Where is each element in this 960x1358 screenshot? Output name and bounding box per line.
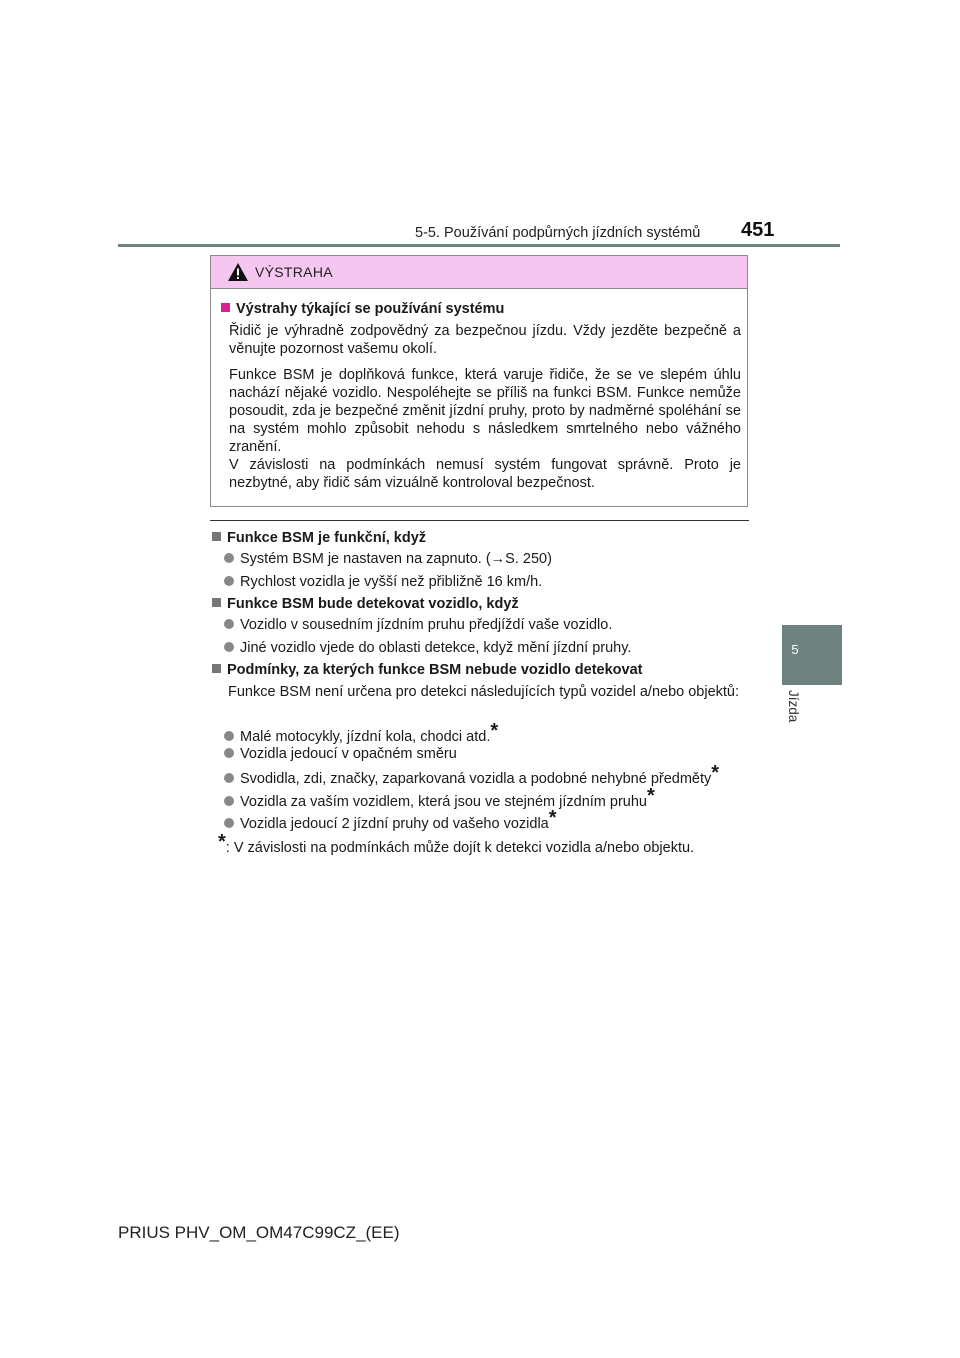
page-number: 451: [741, 219, 775, 241]
list-item: Vozidla jedoucí 2 jízdní pruhy od vašeho vozidla*: [224, 813, 557, 832]
warning-subheading: Výstrahy týkající se používání systému: [236, 301, 505, 317]
list-item: Vozidla za vaším vozidlem, která jsou ve stejném jízdním pruhu*: [224, 791, 655, 810]
circle-bullet-icon: [224, 796, 234, 806]
circle-bullet-icon: [224, 619, 234, 629]
section-heading: Funkce BSM je funkční, když: [212, 530, 426, 546]
circle-bullet-icon: [224, 818, 234, 828]
list-item: Svodidla, zdi, značky, zaparkovaná vozidla a podobné nehybné předměty*: [224, 768, 719, 787]
circle-bullet-icon: [224, 553, 234, 563]
warning-header: [211, 256, 747, 289]
list-item: Vozidlo v sousedním jízdním pruhu předjíždí vaše vozidlo.: [224, 617, 612, 633]
section-title: 5-5. Používání podpůrných jízdních systémů: [415, 225, 701, 241]
footnote-marker: *: [646, 785, 655, 807]
section-divider: [210, 520, 749, 521]
section-heading: Funkce BSM bude detekovat vozidlo, když: [212, 596, 519, 612]
warning-paragraph: Funkce BSM je doplňková funkce, která varuje řidiče, že se ve slepém úhlu nachází nějaké vozidlo. Nespoléhejte se příliš na funkci BSM. Funkce nemůže posoudit, zda je bezpečné změnit jízdní pruhy, proto by nadměrné spoléhání se na systém mohlo způsobit nehodu s následkem smrtelného nebo vážného zranění.: [229, 367, 741, 455]
manual-code: PRIUS PHV_OM_OM47C99CZ_(EE): [118, 1223, 400, 1242]
circle-bullet-icon: [224, 642, 234, 652]
circle-bullet-icon: [224, 576, 234, 586]
warning-box: [210, 255, 748, 507]
footnote-marker: *: [711, 762, 720, 784]
circle-bullet-icon: [224, 773, 234, 783]
list-item: Malé motocykly, jízdní kola, chodci atd.*: [224, 726, 498, 745]
header-rule: [118, 244, 840, 247]
warning-paragraph: V závislosti na podmínkách nemusí systém fungovat správně. Proto je nezbytné, aby řidič sám vizuálně kontroloval bezpečnost.: [229, 457, 741, 491]
list-item: Vozidla jedoucí v opačném směru: [224, 746, 457, 762]
warning-title: VÝSTRAHA: [255, 264, 333, 280]
warning-paragraph: Řidič je výhradně zodpovědný za bezpečnou jízdu. Vždy jezděte bezpečně a věnujte pozornost vašemu okolí.: [229, 323, 741, 357]
footnote-marker: *: [548, 807, 557, 829]
section-heading: Podmínky, za kterých funkce BSM nebude vozidlo detekovat: [212, 662, 643, 678]
footnote-marker: *: [490, 720, 499, 742]
square-bullet-icon: [212, 598, 221, 607]
square-bullet-icon: [221, 303, 230, 312]
list-item: Systém BSM je nastaven na zapnuto. (→S. 250): [224, 551, 552, 567]
list-item: Rychlost vozidla je vyšší než přibližně 16 km/h.: [224, 574, 542, 590]
footnote: *: V závislosti na podmínkách může dojít k detekci vozidla a/nebo objektu.: [218, 831, 695, 856]
circle-bullet-icon: [224, 748, 234, 758]
square-bullet-icon: [212, 532, 221, 541]
chapter-label: Jízda: [786, 690, 801, 723]
chapter-label-wrap: [785, 690, 805, 730]
warning-triangle-icon: [227, 262, 249, 282]
warning-subheading-row: [221, 300, 741, 318]
square-bullet-icon: [212, 664, 221, 673]
section-intro: Funkce BSM není určena pro detekci následujících typů vozidel a/nebo objektů:: [228, 684, 740, 700]
footnote-marker: *: [218, 831, 226, 853]
chapter-number: 5: [791, 642, 799, 657]
circle-bullet-icon: [224, 731, 234, 741]
list-item: Jiné vozidlo vjede do oblasti detekce, když mění jízdní pruhy.: [224, 640, 631, 656]
